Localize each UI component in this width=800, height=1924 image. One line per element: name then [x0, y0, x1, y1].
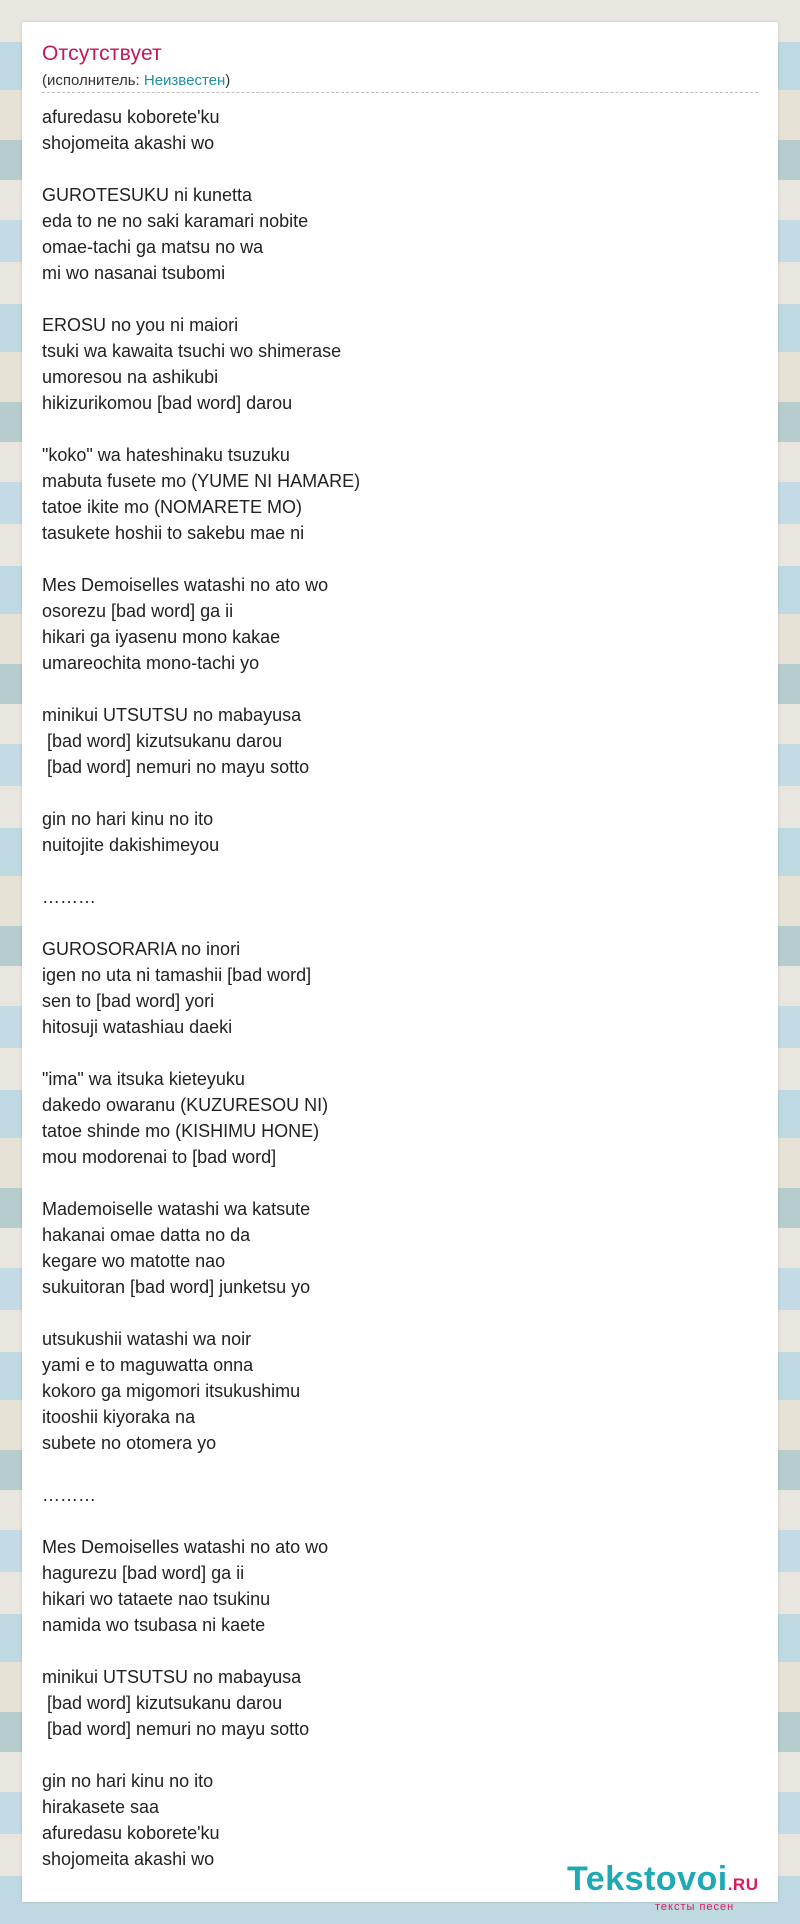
- site-logo[interactable]: [567, 1860, 797, 1920]
- lyrics-line: minikui UTSUTSU no mabayusa: [42, 1667, 302, 1687]
- logo-tld: .RU: [727, 1875, 759, 1894]
- lyrics-line: afuredasu koborete'ku: [42, 107, 220, 127]
- lyrics-blank-line: [42, 1638, 758, 1664]
- lyrics-blank-line: [42, 546, 758, 572]
- lyrics-line: GUROSORARIA no inori: [42, 939, 241, 959]
- lyrics-line: umoresou na ashikubi: [42, 367, 219, 387]
- lyrics-line: sukuitoran [bad word] junketsu yo: [42, 1277, 311, 1297]
- lyrics-line: EROSU no you ni maiori: [42, 315, 239, 335]
- lyrics-line: yami e to maguwatta onna: [42, 1355, 254, 1375]
- artist-suffix: ): [225, 72, 231, 89]
- lyrics-line: utsukushii watashi wa noir: [42, 1329, 252, 1349]
- logo-wordmark: [567, 1860, 758, 1899]
- lyrics-line: Mes Demoiselles watashi no ato wo: [42, 1537, 329, 1557]
- lyrics-line: ………: [42, 1485, 96, 1505]
- lyrics-line: dakedo owaranu (KUZURESOU NI): [42, 1095, 329, 1115]
- lyrics-line: sen to [bad word] yori: [42, 991, 215, 1011]
- lyrics-line: tatoe ikite mo (NOMARETE MO): [42, 497, 303, 517]
- logo-name: Tekstovoi: [567, 1860, 728, 1898]
- lyrics-line: shojomeita akashi wo: [42, 1849, 215, 1869]
- lyrics-line: [bad word] kizutsukanu darou: [42, 1693, 283, 1713]
- title-divider: [42, 92, 758, 93]
- lyrics-text: [42, 104, 758, 1872]
- lyrics-line: minikui UTSUTSU no mabayusa: [42, 705, 302, 725]
- lyrics-line: mabuta fusete mo (YUME NI HAMARE): [42, 471, 361, 491]
- lyrics-blank-line: [42, 1742, 758, 1768]
- lyrics-blank-line: [42, 416, 758, 442]
- lyrics-line: "ima" wa itsuka kieteyuku: [42, 1069, 245, 1089]
- lyrics-blank-line: [42, 1170, 758, 1196]
- lyrics-blank-line: [42, 1508, 758, 1534]
- lyrics-line: gin no hari kinu no ito: [42, 809, 214, 829]
- lyrics-line: subete no otomera yo: [42, 1433, 217, 1453]
- lyrics-line: kegare wo matotte nao: [42, 1251, 226, 1271]
- lyrics-line: hirakasete saa: [42, 1797, 160, 1817]
- lyrics-line: hikari ga iyasenu mono kakae: [42, 627, 281, 647]
- lyrics-line: [bad word] nemuri no mayu sotto: [42, 1719, 310, 1739]
- lyrics-line: hikizurikomou [bad word] darou: [42, 393, 293, 413]
- lyrics-line: ………: [42, 887, 96, 907]
- lyrics-line: tsuki wa kawaita tsuchi wo shimerase: [42, 341, 342, 361]
- lyrics-blank-line: [42, 1040, 758, 1066]
- lyrics-line: eda to ne no saki karamari nobite: [42, 211, 309, 231]
- lyrics-line: tatoe shinde mo (KISHIMU HONE): [42, 1121, 320, 1141]
- lyrics-line: nuitojite dakishimeyou: [42, 835, 220, 855]
- lyrics-line: mi wo nasanai tsubomi: [42, 263, 226, 283]
- logo-tagline: тексты песен: [655, 1901, 735, 1913]
- lyrics-line: hikari wo tataete nao tsukinu: [42, 1589, 271, 1609]
- lyrics-line: [bad word] kizutsukanu darou: [42, 731, 283, 751]
- lyrics-line: hakanai omae datta no da: [42, 1225, 251, 1245]
- lyrics-line: tasukete hoshii to sakebu mae ni: [42, 523, 305, 543]
- lyrics-line: GUROTESUKU ni kunetta: [42, 185, 253, 205]
- lyrics-line: Mes Demoiselles watashi no ato wo: [42, 575, 329, 595]
- lyrics-blank-line: [42, 910, 758, 936]
- lyrics-line: gin no hari kinu no ito: [42, 1771, 214, 1791]
- lyrics-line: hagurezu [bad word] ga ii: [42, 1563, 245, 1583]
- lyrics-blank-line: [42, 676, 758, 702]
- lyrics-blank-line: [42, 156, 758, 182]
- lyrics-line: itooshii kiyoraka na: [42, 1407, 196, 1427]
- lyrics-line: [bad word] nemuri no mayu sotto: [42, 757, 310, 777]
- lyrics-blank-line: [42, 1456, 758, 1482]
- lyrics-blank-line: [42, 780, 758, 806]
- lyrics-line: "koko" wa hateshinaku tsuzuku: [42, 445, 290, 465]
- lyrics-blank-line: [42, 286, 758, 312]
- lyrics-blank-line: [42, 858, 758, 884]
- artist-prefix: (исполнитель:: [42, 72, 144, 89]
- lyrics-line: kokoro ga migomori itsukushimu: [42, 1381, 301, 1401]
- lyrics-line: umareochita mono-tachi yo: [42, 653, 260, 673]
- lyrics-line: igen no uta ni tamashii [bad word]: [42, 965, 312, 985]
- lyrics-line: Mademoiselle watashi wa katsute: [42, 1199, 311, 1219]
- lyrics-line: namida wo tsubasa ni kaete: [42, 1615, 266, 1635]
- lyrics-line: afuredasu koborete'ku: [42, 1823, 220, 1843]
- artist-link[interactable]: Неизвестен: [143, 72, 226, 89]
- lyrics-line: omae-tachi ga matsu no wa: [42, 237, 264, 257]
- artist-line: [42, 72, 230, 89]
- lyrics-line: osorezu [bad word] ga ii: [42, 601, 234, 621]
- lyrics-blank-line: [42, 1300, 758, 1326]
- lyrics-line: shojomeita akashi wo: [42, 133, 215, 153]
- lyrics-page: [22, 22, 778, 1913]
- lyrics-line: mou modorenai to [bad word]: [42, 1147, 277, 1167]
- song-title: Отсутствует: [42, 42, 162, 65]
- lyrics-line: hitosuji watashiau daeki: [42, 1017, 233, 1037]
